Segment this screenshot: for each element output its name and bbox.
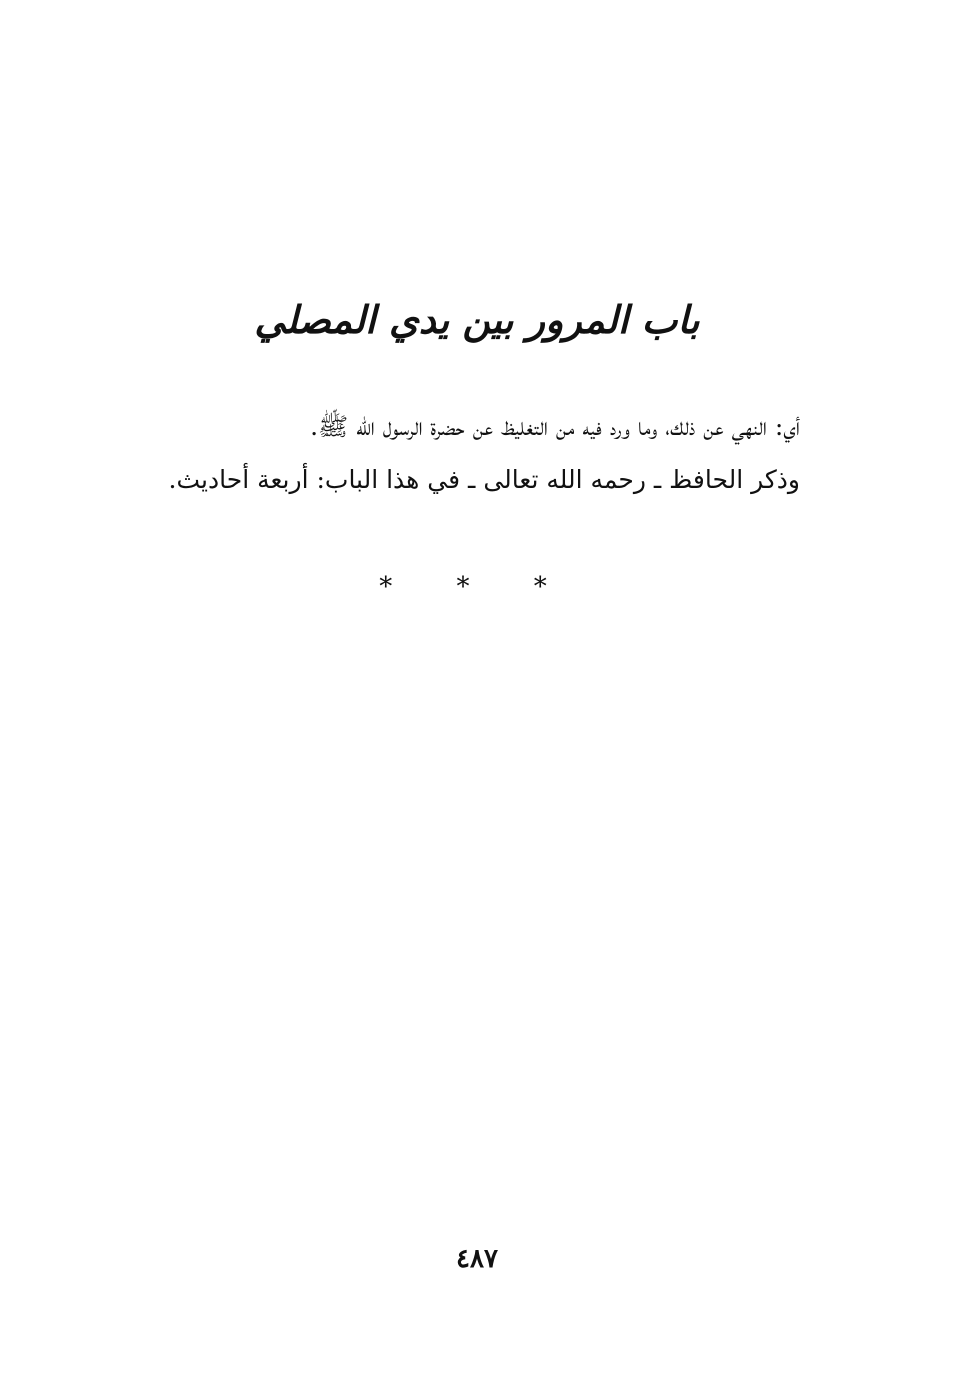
body-text xyxy=(118,400,838,506)
hadith-count-paragraph: وذكر الحافظ ـ رحمه الله تعالى ـ في هذا الباب: أربعة أحاديث. xyxy=(168,465,800,494)
section-separator: * * * xyxy=(379,572,575,602)
chapter-title: باب المرور بين يدي المصلي xyxy=(254,297,700,342)
page-number: ٤٨٧ xyxy=(456,1244,498,1274)
intro-paragraph: أي: النهي عن ذلك، وما ورد فيه من التغليظ عن حضرة الرسول الله ﷺ. xyxy=(310,412,800,441)
